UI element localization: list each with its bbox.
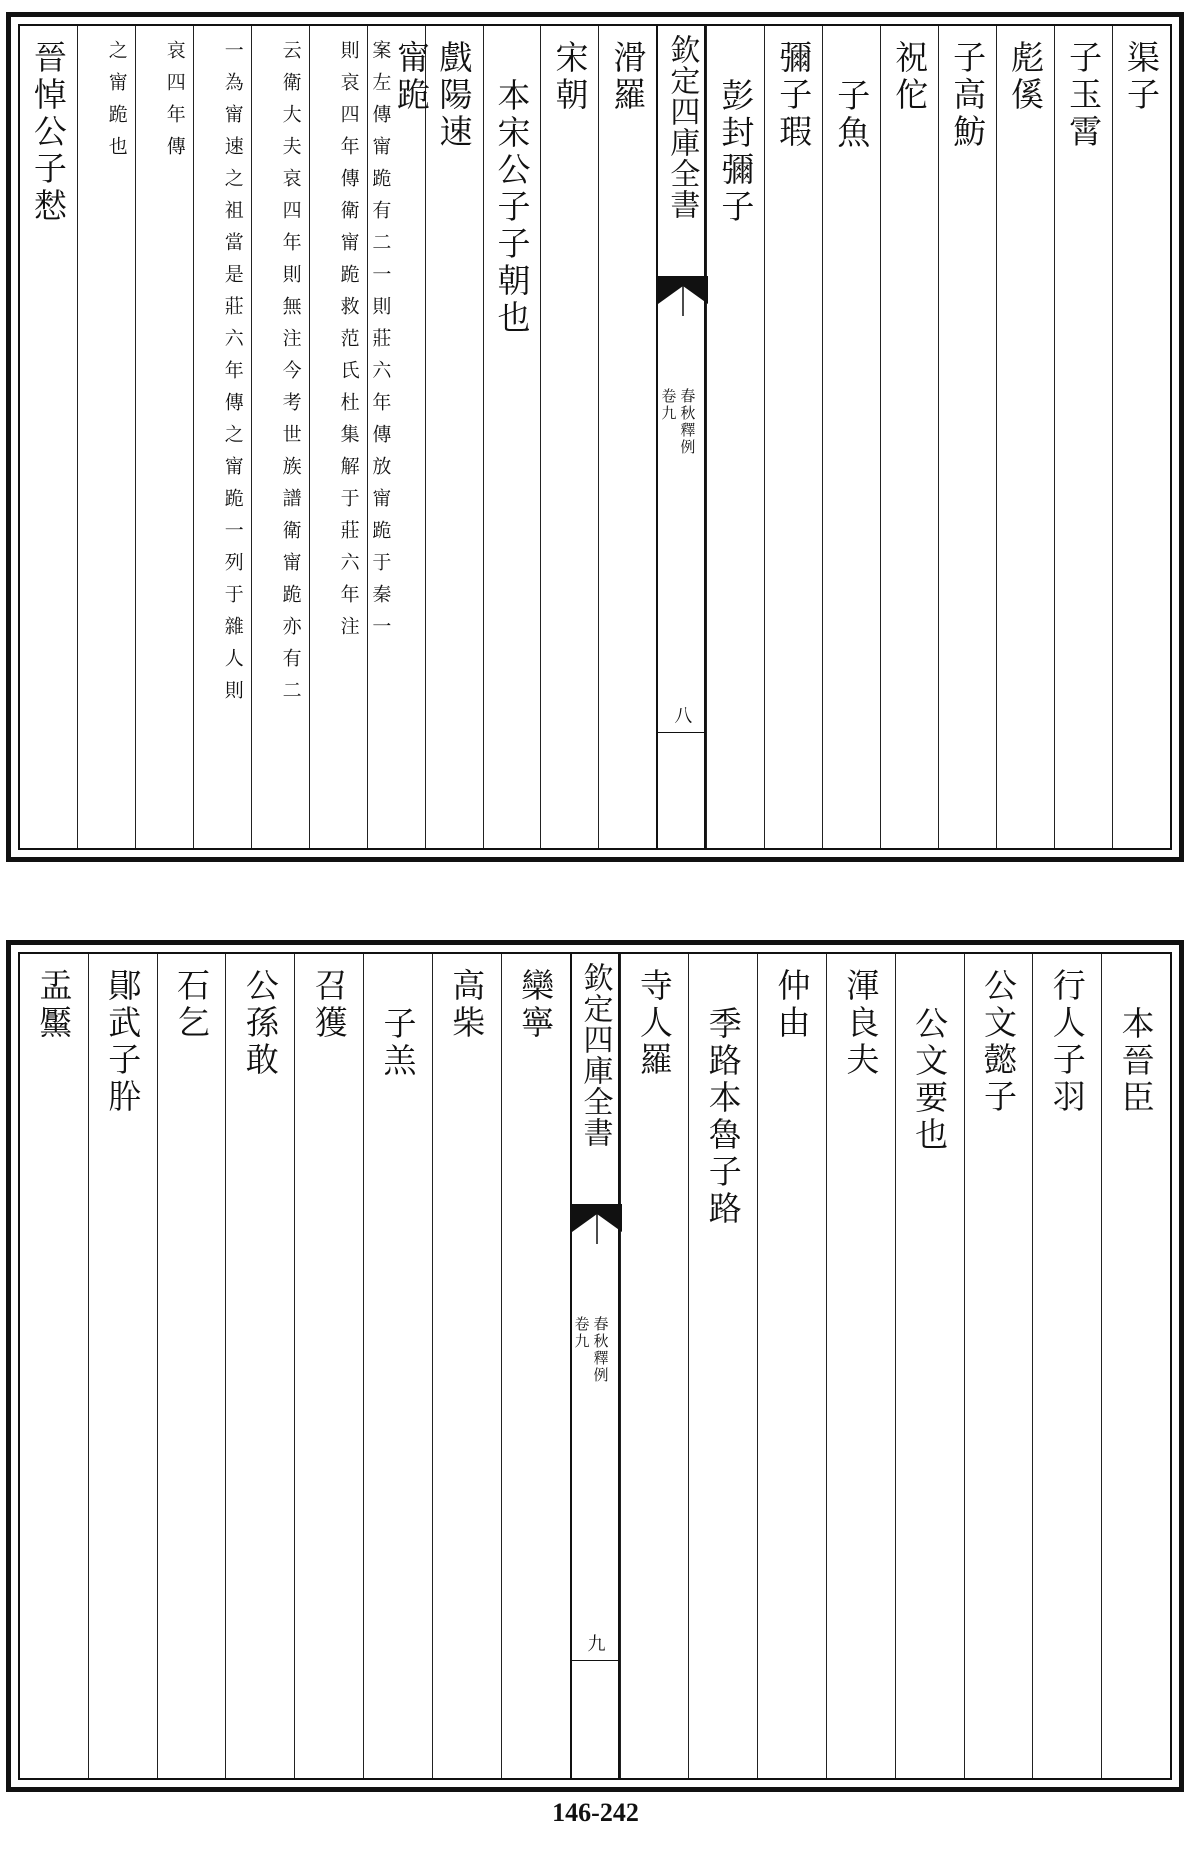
entry-text: 宋朝: [550, 40, 590, 114]
entry-text: 本宋公子子朝也: [492, 78, 532, 337]
column: [20, 26, 77, 848]
entry-text: 滑羅: [608, 40, 648, 114]
column: [880, 26, 938, 848]
entry-text: 戲陽速: [434, 40, 474, 151]
entry-text: 渾良夫: [841, 968, 881, 1079]
entry-text: 公文懿子: [978, 968, 1018, 1116]
entry-text: 欒寧: [516, 968, 556, 1042]
column: [996, 26, 1054, 848]
upper-page: [6, 12, 1184, 862]
note-text: 案左傳甯跪有二一則莊六年傳放甯跪于秦一: [369, 40, 392, 648]
column-with-note: [367, 26, 431, 848]
column: [764, 26, 822, 848]
entry-text: 公孫敢: [240, 968, 280, 1079]
note-column: [193, 26, 251, 848]
note-text: 哀四年傳: [163, 40, 186, 168]
entry-text: 子玉霄: [1064, 40, 1104, 151]
entry-text: 晉悼公子慭: [28, 40, 68, 225]
note-text: 則哀四年傳衛甯跪救范氏杜集解于莊六年注: [337, 40, 360, 648]
entry-text: 仲由: [772, 968, 812, 1042]
entry-text: 盂黶: [34, 968, 74, 1042]
note-text: 一為甯速之祖當是莊六年傳之甯跪一列于雜人則: [221, 40, 244, 712]
entry-text: 子高魴: [948, 40, 988, 151]
entry-text: 渠子: [1122, 40, 1162, 114]
column: [225, 954, 294, 1778]
note-text: 之甯跪也: [105, 40, 128, 168]
entry-text: 祝佗: [890, 40, 930, 114]
entry-text: 彪傒: [1006, 40, 1046, 114]
gutter-title: 欽定四庫全書: [577, 962, 613, 1148]
gutter-title: 欽定四庫全書: [664, 34, 700, 220]
entry-text: 本晉臣: [1116, 1006, 1156, 1117]
note-column: [135, 26, 193, 848]
column: [432, 954, 501, 1778]
entry-text: 季路本魯子路: [703, 1006, 743, 1228]
column: [483, 26, 541, 848]
column: [598, 26, 656, 848]
center-gutter: [570, 954, 620, 1778]
entry-text: 彌子瑕: [774, 40, 814, 151]
gutter-volume: 卷九: [659, 388, 678, 422]
column: [501, 954, 570, 1778]
gutter-leaf: 九: [584, 1634, 606, 1652]
entry-text: 甯跪: [391, 40, 431, 114]
column: [540, 26, 598, 848]
entry-text: 子羔: [378, 1006, 418, 1080]
gutter-volume: 卷九: [572, 1316, 591, 1350]
lower-page: [6, 940, 1184, 1792]
gutter-rule: [658, 732, 704, 733]
note-column: [77, 26, 135, 848]
entry-text: 子魚: [832, 78, 872, 152]
fishtail-mark-icon: [572, 1204, 622, 1244]
entry-text: 彭封彌子: [716, 78, 756, 226]
entry-text: 行人子羽: [1047, 968, 1087, 1116]
column: [938, 26, 996, 848]
entry-text: 鄖武子肸: [103, 968, 143, 1116]
entry-text: 公文要也: [910, 1006, 950, 1154]
column: [757, 954, 826, 1778]
column: [1054, 26, 1112, 848]
note-column: [251, 26, 309, 848]
note-text: 云衛大夫哀四年則無注今考世族譜衛甯跪亦有二: [279, 40, 302, 712]
page-number: 146-242: [552, 1798, 639, 1827]
column: [1101, 954, 1170, 1778]
column: [363, 954, 432, 1778]
column: [706, 26, 764, 848]
entry-text: 寺人羅: [634, 968, 674, 1079]
column: [20, 954, 88, 1778]
column: [964, 954, 1033, 1778]
gutter-book: 春秋釋例: [591, 1316, 610, 1384]
column: [88, 954, 157, 1778]
column: [688, 954, 757, 1778]
note-column: [309, 26, 367, 848]
column: [157, 954, 226, 1778]
column: [826, 954, 895, 1778]
column: [620, 954, 689, 1778]
column: [294, 954, 363, 1778]
entry-text: 高柴: [447, 968, 487, 1042]
column: [1032, 954, 1101, 1778]
column: [895, 954, 964, 1778]
column: [822, 26, 880, 848]
entry-text: 召獲: [309, 968, 349, 1042]
gutter-rule: [572, 1660, 618, 1661]
gutter-book: 春秋釋例: [678, 388, 697, 456]
entry-text: 石乞: [172, 968, 212, 1042]
center-gutter: [656, 26, 706, 848]
column: [425, 26, 483, 848]
fishtail-mark-icon: [658, 276, 708, 316]
column: [1112, 26, 1170, 848]
gutter-leaf: 八: [671, 706, 693, 724]
